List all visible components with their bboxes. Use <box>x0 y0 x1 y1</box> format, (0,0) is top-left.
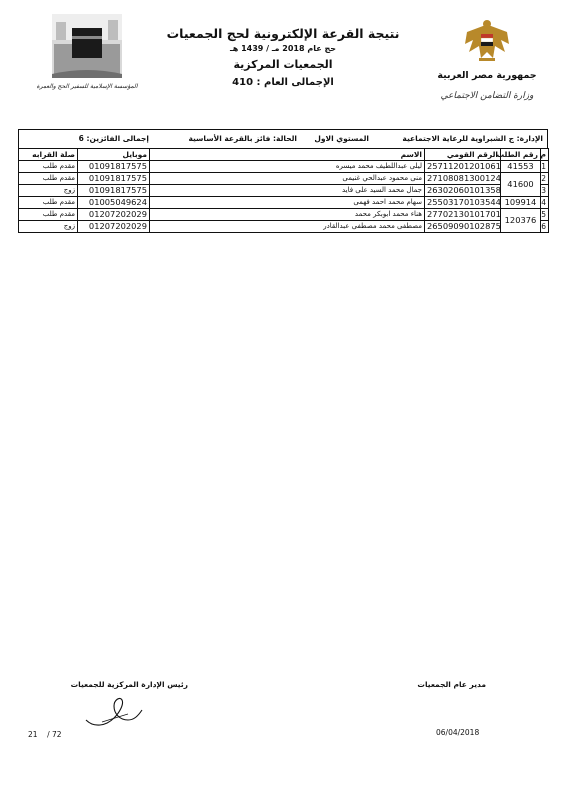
col-header-index: م <box>541 149 549 161</box>
table-row <box>19 209 549 221</box>
cell-index: 2 <box>541 173 549 185</box>
col-header-name: الاسم <box>150 149 425 161</box>
cell-name: ليلى عبداللطيف محمد ميسره <box>150 161 425 173</box>
svg-text:جمهورية مصر العربية: جمهورية مصر العربية <box>437 70 537 81</box>
cell-index: 3 <box>541 185 549 197</box>
grand-total-label: الإجمالى العام : <box>256 77 334 88</box>
cell-request: 109914 <box>501 197 541 209</box>
cell-national-id: 25503170103544 <box>425 197 501 209</box>
status-label: الحالة: <box>273 134 297 143</box>
cell-name: هناء محمد ابوبكر محمد <box>150 209 425 221</box>
cell-request: 120376 <box>501 209 541 233</box>
cell-relation: مقدم طلب <box>19 209 78 221</box>
status-value: فائز بالقرعة الأساسية <box>188 134 271 143</box>
cell-index: 5 <box>541 209 549 221</box>
level-value: المستوي الاول <box>314 134 369 143</box>
cell-national-id: 25711201201061 <box>425 161 501 173</box>
cell-relation: زوج <box>19 185 78 197</box>
svg-text:المؤسسة الإسلامية للسفير الحج: المؤسسة الإسلامية للسفير الحج والعمرة <box>36 83 138 90</box>
department-title: الجمعيات المركزية <box>233 58 333 71</box>
page-total: 72 <box>52 730 62 739</box>
col-header-mobile: موبايل <box>78 149 150 161</box>
cell-national-id: 27702130101701 <box>425 209 501 221</box>
col-header-national-id: الرقم القومي <box>425 149 501 161</box>
cell-request: 41553 <box>501 161 541 173</box>
table-row <box>19 197 549 209</box>
page-current: 21 <box>28 730 38 739</box>
admin-value: ج الشبراوية للرعاية الاجتماعية <box>402 134 515 143</box>
cell-national-id: 27108081300124 <box>425 173 501 185</box>
page-title: نتيجة القرعة الإلكترونية لحج الجمعيات <box>166 26 400 41</box>
info-bar <box>18 129 548 148</box>
col-header-relation: صلة القرابه <box>19 149 78 161</box>
table-row <box>19 173 549 185</box>
print-date: 06/04/2018 <box>436 728 480 737</box>
table-row <box>19 221 549 233</box>
admin-label: الإدارة: <box>516 134 543 143</box>
cell-name: منى محمود عبدالحي غنيمى <box>150 173 425 185</box>
cell-national-id: 26302060101358 <box>425 185 501 197</box>
cell-index: 6 <box>541 221 549 233</box>
hajj-year: حج عام 2018 مـ / 1439 هـ <box>229 44 336 53</box>
cell-relation: مقدم طلب <box>19 173 78 185</box>
cell-mobile: 01091817575 <box>78 173 150 185</box>
winners-label: إجمالى الفائزين: <box>86 134 149 143</box>
winners-field <box>79 134 149 143</box>
results-table <box>18 148 549 233</box>
cell-index: 4 <box>541 197 549 209</box>
grand-total-value: 410 <box>232 77 254 88</box>
table-header-row <box>19 149 549 161</box>
table-row <box>19 161 549 173</box>
svg-text:وزارة التضامن الاجتماعي: وزارة التضامن الاجتماعي <box>440 91 534 101</box>
handwritten-signature <box>80 690 150 730</box>
cell-relation: مقدم طلب <box>19 161 78 173</box>
cell-name: مصطفى محمد مصطفى عبدالقادر <box>150 221 425 233</box>
admin-field <box>402 134 543 143</box>
table-row <box>19 185 549 197</box>
central-admin-signatory: رئيس الإدارة المركزية للجمعيات <box>70 680 188 689</box>
cell-relation: مقدم طلب <box>19 197 78 209</box>
cell-mobile: 01207202029 <box>78 209 150 221</box>
cell-request: 41600 <box>501 173 541 197</box>
cell-mobile: 01207202029 <box>78 221 150 233</box>
page-separator: / <box>47 730 50 739</box>
winners-value: 6 <box>78 134 84 143</box>
cell-mobile: 01091817575 <box>78 185 150 197</box>
cell-name: جمال محمد السيد على فايد <box>150 185 425 197</box>
col-header-request: رقم الطلب <box>501 149 541 161</box>
cell-mobile: 01005049624 <box>78 197 150 209</box>
grand-total <box>0 77 566 88</box>
cell-national-id: 26509090102875 <box>425 221 501 233</box>
cell-name: سهام محمد احمد فهمى <box>150 197 425 209</box>
general-manager-signatory: مدير عام الجمعيات <box>417 680 486 689</box>
cell-relation: زوج <box>19 221 78 233</box>
cell-index: 1 <box>541 161 549 173</box>
cell-mobile: 01091817575 <box>78 161 150 173</box>
page-number <box>28 730 62 739</box>
status-field <box>188 134 297 143</box>
